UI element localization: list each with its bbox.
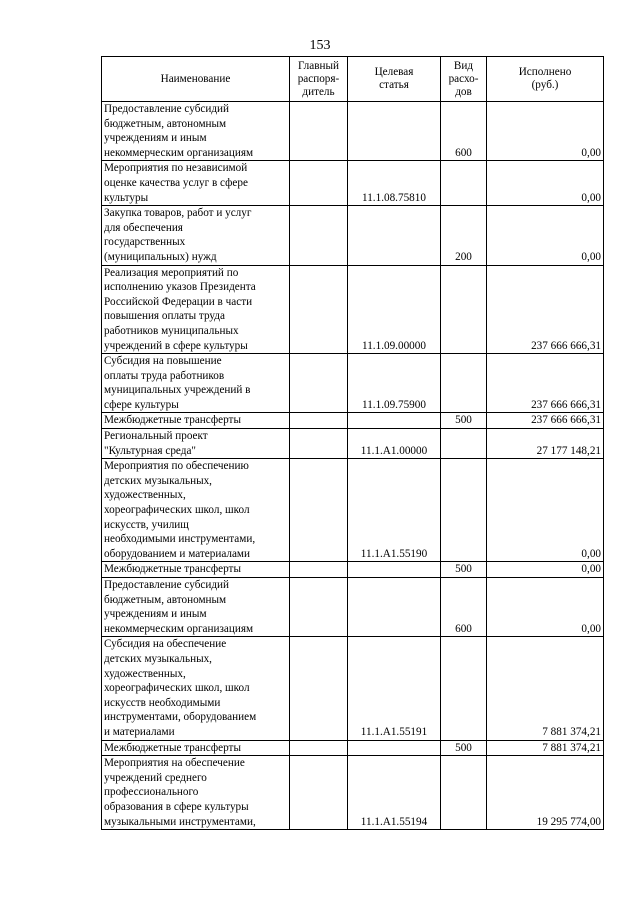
row-article bbox=[348, 740, 441, 756]
row-name: Субсидия на обеспечение детских музыкальных, художественных, хореографических школ, школ искусств необходимыми инструментами, оборудованием и материалами bbox=[102, 637, 290, 740]
row-name: Межбюджетные трансферты bbox=[102, 413, 290, 429]
row-kind bbox=[441, 756, 487, 830]
row-name: Предоставление субсидий бюджетным, автономным учреждениям и иным некоммерческим организациям bbox=[102, 102, 290, 161]
row-kind: 600 bbox=[441, 578, 487, 637]
budget-execution-table bbox=[101, 56, 604, 830]
header-kind: Вид расхо- дов bbox=[441, 57, 487, 102]
table-row bbox=[102, 637, 604, 740]
row-kind: 600 bbox=[441, 102, 487, 161]
row-amount: 0,00 bbox=[487, 578, 604, 637]
row-amount: 0,00 bbox=[487, 459, 604, 562]
row-manager bbox=[290, 740, 348, 756]
row-article bbox=[348, 413, 441, 429]
header-amount: Исполнено (руб.) bbox=[487, 57, 604, 102]
table-row bbox=[102, 265, 604, 354]
row-amount: 0,00 bbox=[487, 161, 604, 206]
table-row bbox=[102, 740, 604, 756]
row-article: 11.1.09.75900 bbox=[348, 354, 441, 413]
row-manager bbox=[290, 562, 348, 578]
row-article bbox=[348, 562, 441, 578]
row-article bbox=[348, 578, 441, 637]
row-name: Мероприятия на обеспечение учреждений среднего профессионального образования в сфере культуры музыкальными инструментами, bbox=[102, 756, 290, 830]
row-kind: 200 bbox=[441, 206, 487, 265]
table-row bbox=[102, 578, 604, 637]
header-article: Целевая статья bbox=[348, 57, 441, 102]
table-row bbox=[102, 459, 604, 562]
row-amount: 0,00 bbox=[487, 562, 604, 578]
table-row bbox=[102, 429, 604, 459]
row-kind bbox=[441, 637, 487, 740]
row-name: Межбюджетные трансферты bbox=[102, 740, 290, 756]
row-article bbox=[348, 102, 441, 161]
row-amount: 237 666 666,31 bbox=[487, 354, 604, 413]
row-manager bbox=[290, 206, 348, 265]
row-kind bbox=[441, 354, 487, 413]
row-manager bbox=[290, 161, 348, 206]
row-article: 11.1.А1.55191 bbox=[348, 637, 441, 740]
row-kind bbox=[441, 459, 487, 562]
row-amount: 27 177 148,21 bbox=[487, 429, 604, 459]
row-article: 11.1.А1.00000 bbox=[348, 429, 441, 459]
table-row bbox=[102, 161, 604, 206]
row-manager bbox=[290, 637, 348, 740]
row-name: Предоставление субсидий бюджетным, автономным учреждениям и иным некоммерческим организациям bbox=[102, 578, 290, 637]
row-manager bbox=[290, 413, 348, 429]
table-header-row bbox=[102, 57, 604, 102]
table-row bbox=[102, 756, 604, 830]
row-name: Региональный проект "Культурная среда" bbox=[102, 429, 290, 459]
row-article: 11.1.08.75810 bbox=[348, 161, 441, 206]
row-kind bbox=[441, 265, 487, 354]
row-name: Субсидия на повышение оплаты труда работников муниципальных учреждений в сфере культуры bbox=[102, 354, 290, 413]
row-manager bbox=[290, 265, 348, 354]
header-name: Наименование bbox=[102, 57, 290, 102]
row-kind: 500 bbox=[441, 562, 487, 578]
row-name: Межбюджетные трансферты bbox=[102, 562, 290, 578]
row-kind bbox=[441, 161, 487, 206]
row-amount: 237 666 666,31 bbox=[487, 265, 604, 354]
table-row bbox=[102, 413, 604, 429]
row-manager bbox=[290, 429, 348, 459]
table-body bbox=[102, 102, 604, 830]
row-article bbox=[348, 206, 441, 265]
row-amount: 0,00 bbox=[487, 102, 604, 161]
row-article: 11.1.А1.55190 bbox=[348, 459, 441, 562]
row-manager bbox=[290, 102, 348, 161]
row-article: 11.1.А1.55194 bbox=[348, 756, 441, 830]
table-row bbox=[102, 562, 604, 578]
page-number: 153 bbox=[309, 38, 331, 53]
row-amount: 0,00 bbox=[487, 206, 604, 265]
row-manager bbox=[290, 756, 348, 830]
row-name: Мероприятия по независимой оценке качества услуг в сфере культуры bbox=[102, 161, 290, 206]
row-amount: 19 295 774,00 bbox=[487, 756, 604, 830]
row-article: 11.1.09.00000 bbox=[348, 265, 441, 354]
row-amount: 7 881 374,21 bbox=[487, 740, 604, 756]
row-name: Закупка товаров, работ и услуг для обеспечения государственных (муниципальных) нужд bbox=[102, 206, 290, 265]
row-amount: 237 666 666,31 bbox=[487, 413, 604, 429]
row-kind: 500 bbox=[441, 413, 487, 429]
row-manager bbox=[290, 578, 348, 637]
table-row bbox=[102, 354, 604, 413]
row-kind bbox=[441, 429, 487, 459]
row-name: Реализация мероприятий по исполнению указов Президента Российской Федерации в части повышения оплаты труда работников муниципальных учреждений в сфере культуры bbox=[102, 265, 290, 354]
row-kind: 500 bbox=[441, 740, 487, 756]
header-manager: Главный распоря- дитель bbox=[290, 57, 348, 102]
row-name: Мероприятия по обеспечению детских музыкальных, художественных, хореографических школ, школ искусств, училищ необходимыми инструментами, оборудованием и материалами bbox=[102, 459, 290, 562]
table-row bbox=[102, 102, 604, 161]
row-amount: 7 881 374,21 bbox=[487, 637, 604, 740]
row-manager bbox=[290, 459, 348, 562]
table-row bbox=[102, 206, 604, 265]
row-manager bbox=[290, 354, 348, 413]
